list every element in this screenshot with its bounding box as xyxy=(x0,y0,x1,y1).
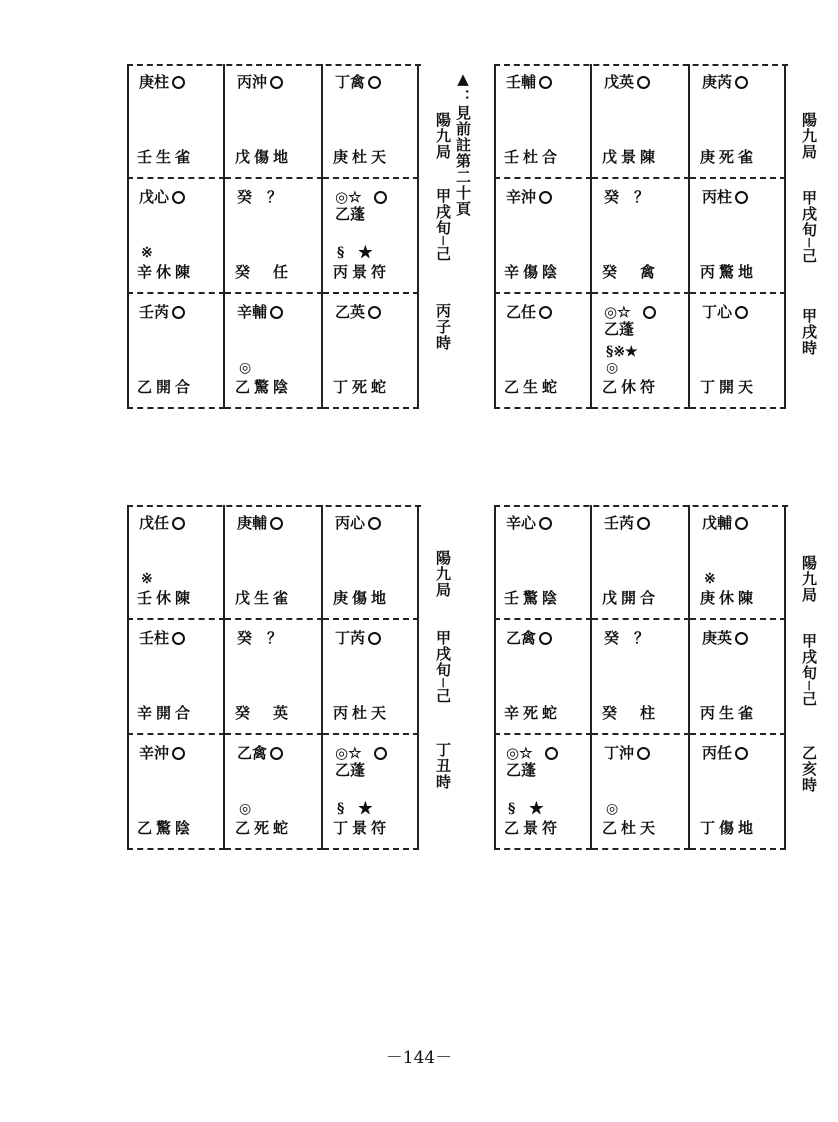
palace-bottom-text: 辛開合 xyxy=(137,704,195,722)
palace-top-text-2: 乙蓬 xyxy=(506,761,537,779)
chart-3-title: 陽九局 xyxy=(434,550,452,598)
palace-bottom-text: 癸 英 xyxy=(235,704,293,722)
palace-bottom-text: 戊生雀 xyxy=(235,589,293,607)
chart-2-xun: 甲戌旬─己 xyxy=(800,190,818,265)
palace-bottom-text: 丁死蛇 xyxy=(333,378,391,396)
circle-icon xyxy=(172,76,185,89)
circle-icon xyxy=(539,632,552,645)
palace-top-text: 乙英 xyxy=(335,304,381,321)
palace-bottom-text: 乙生蛇 xyxy=(504,378,562,396)
palace-cell xyxy=(127,505,225,620)
palace-cell xyxy=(592,179,690,294)
palace-bottom-text: 戊景陳 xyxy=(602,148,660,166)
palace-bottom-text: 庚傷地 xyxy=(333,589,391,607)
palace-top-text: ◎☆ xyxy=(335,744,362,762)
palace-cell xyxy=(690,620,786,735)
chart-1-title: 陽九局 xyxy=(434,112,452,160)
palace-top-text: ◎☆ xyxy=(604,303,631,321)
palace-cell xyxy=(323,735,419,850)
palace-bottom-text: 乙景符 xyxy=(504,819,562,837)
palace-bottom-text: 丙生雀 xyxy=(700,704,758,722)
palace-top-text: 庚芮 xyxy=(702,74,748,91)
palace-top-text: 乙任 xyxy=(506,304,552,321)
circle-icon xyxy=(539,517,552,530)
palace-mark: ◎ xyxy=(239,801,252,817)
palace-bottom-text: 庚死雀 xyxy=(700,148,758,166)
circle-icon xyxy=(368,632,381,645)
palace-top-text: 戊輔 xyxy=(702,515,748,532)
circle-icon xyxy=(270,306,283,319)
palace-top-text: 丁心 xyxy=(702,304,748,321)
palace-mark: § ★ xyxy=(337,801,373,817)
chart-4-hour: 乙亥時 xyxy=(800,745,818,793)
circle-icon xyxy=(735,632,748,645)
palace-top-text: 乙禽 xyxy=(237,745,283,762)
circle-icon xyxy=(368,306,381,319)
circle-icon xyxy=(368,517,381,530)
palace-top-text: 丙心 xyxy=(335,515,381,532)
circle-icon xyxy=(545,747,558,760)
palace-bottom-text: 戊開合 xyxy=(602,589,660,607)
palace-top-text: 壬輔 xyxy=(506,74,552,91)
palace-top-text-2: 乙蓬 xyxy=(604,320,635,338)
circle-icon xyxy=(539,76,552,89)
chart-1-xun: 甲戌旬─己 xyxy=(434,188,452,263)
palace-top-text: 壬柱 xyxy=(139,630,185,647)
palace-mark: ※ xyxy=(141,571,153,587)
chart-2-hour: 甲戌時 xyxy=(800,308,818,356)
palace-top-text: 丁禽 xyxy=(335,74,381,91)
palace-bottom-text: 丁傷地 xyxy=(700,819,758,837)
palace-bottom-text: 戊傷地 xyxy=(235,148,293,166)
palace-cell xyxy=(592,294,690,409)
palace-top-text-2: 乙蓬 xyxy=(335,205,366,223)
circle-icon xyxy=(735,747,748,760)
chart-4-xun: 甲戌旬─己 xyxy=(800,633,818,708)
circle-icon xyxy=(637,747,650,760)
palace-bottom-text: 乙驚陰 xyxy=(137,819,195,837)
palace-cell xyxy=(494,294,592,409)
palace-cell xyxy=(323,179,419,294)
palace-cell xyxy=(690,64,786,179)
palace-cell xyxy=(494,505,592,620)
palace-bottom-text: 丁開天 xyxy=(700,378,758,396)
palace-top-text: 癸 ？ xyxy=(237,629,283,647)
palace-top-text: 辛輔 xyxy=(237,304,283,321)
palace-cell xyxy=(225,294,323,409)
palace-bottom-text: 癸 任 xyxy=(235,263,293,281)
palace-bottom-text: 丁景符 xyxy=(333,819,391,837)
palace-top-text: 丙任 xyxy=(702,745,748,762)
palace-cell xyxy=(690,735,786,850)
palace-cell xyxy=(323,64,419,179)
palace-bottom-text: 壬休陳 xyxy=(137,589,195,607)
palace-top-text: 癸 ？ xyxy=(604,629,650,647)
chart-1-hour: 丙子時 xyxy=(434,303,452,351)
palace-bottom-text: 壬驚陰 xyxy=(504,589,562,607)
chart-4-title: 陽九局 xyxy=(800,555,818,603)
palace-cell xyxy=(225,505,323,620)
palace-bottom-text: 辛死蛇 xyxy=(504,704,562,722)
palace-cell xyxy=(494,179,592,294)
palace-top-text: 庚英 xyxy=(702,630,748,647)
palace-bottom-text: 丙杜天 xyxy=(333,704,391,722)
palace-mark: ◎ xyxy=(239,360,252,376)
circle-icon xyxy=(172,632,185,645)
palace-top-text: 辛沖 xyxy=(506,189,552,206)
palace-cell xyxy=(127,179,225,294)
palace-cell xyxy=(127,294,225,409)
palace-top-text: 丁沖 xyxy=(604,745,650,762)
circle-icon xyxy=(270,76,283,89)
palace-cell xyxy=(494,64,592,179)
circle-icon xyxy=(172,747,185,760)
palace-mark-2: §※★ xyxy=(606,344,638,360)
page-number: －144－ xyxy=(385,1048,453,1068)
palace-bottom-text: 壬生雀 xyxy=(137,148,195,166)
palace-cell xyxy=(494,620,592,735)
palace-top-text: 壬芮 xyxy=(139,304,185,321)
palace-top-text: 壬芮 xyxy=(604,515,650,532)
palace-mark: § ★ xyxy=(337,245,373,261)
palace-bottom-text: 庚休陳 xyxy=(700,589,758,607)
circle-icon xyxy=(735,517,748,530)
palace-top-text: 辛心 xyxy=(506,515,552,532)
palace-top-text: 庚輔 xyxy=(237,515,283,532)
palace-mark: ◎ xyxy=(606,360,619,376)
chart-1-note: ▲：見前註第二十頁 xyxy=(454,70,472,217)
palace-bottom-text: 乙驚陰 xyxy=(235,378,293,396)
palace-bottom-text: 乙休符 xyxy=(602,378,660,396)
circle-icon xyxy=(735,191,748,204)
palace-bottom-text: 癸 柱 xyxy=(602,704,660,722)
palace-cell xyxy=(592,620,690,735)
palace-bottom-text: 乙開合 xyxy=(137,378,195,396)
palace-top-text: 戊任 xyxy=(139,515,185,532)
palace-bottom-text: 辛休陳 xyxy=(137,263,195,281)
palace-bottom-text: 丙景符 xyxy=(333,263,391,281)
palace-top-text: ◎☆ xyxy=(506,744,533,762)
circle-icon xyxy=(637,517,650,530)
palace-bottom-text: 乙死蛇 xyxy=(235,819,293,837)
palace-top-text: 戊心 xyxy=(139,189,185,206)
palace-mark: § ★ xyxy=(508,801,544,817)
palace-bottom-text: 癸 禽 xyxy=(602,263,660,281)
circle-icon xyxy=(374,747,387,760)
palace-mark: ※ xyxy=(704,571,716,587)
palace-cell xyxy=(127,735,225,850)
palace-cell xyxy=(690,294,786,409)
circle-icon xyxy=(270,517,283,530)
palace-cell xyxy=(225,620,323,735)
circle-icon xyxy=(172,517,185,530)
palace-bottom-text: 辛傷陰 xyxy=(504,263,562,281)
palace-cell xyxy=(225,179,323,294)
palace-cell xyxy=(592,64,690,179)
palace-cell xyxy=(225,735,323,850)
palace-mark: ※ xyxy=(141,245,153,261)
palace-top-text: 乙禽 xyxy=(506,630,552,647)
palace-top-text: ◎☆ xyxy=(335,188,362,206)
palace-cell xyxy=(592,735,690,850)
palace-cell xyxy=(225,64,323,179)
palace-top-text: 丙柱 xyxy=(702,189,748,206)
circle-icon xyxy=(368,76,381,89)
circle-icon xyxy=(172,306,185,319)
palace-top-text-2: 乙蓬 xyxy=(335,761,366,779)
circle-icon xyxy=(735,76,748,89)
palace-cell xyxy=(127,64,225,179)
palace-top-text: 辛沖 xyxy=(139,745,185,762)
circle-icon xyxy=(539,191,552,204)
palace-top-text: 丙沖 xyxy=(237,74,283,91)
palace-bottom-text: 庚杜天 xyxy=(333,148,391,166)
palace-top-text: 癸 ？ xyxy=(604,188,650,206)
palace-cell xyxy=(127,620,225,735)
circle-icon xyxy=(735,306,748,319)
circle-icon xyxy=(172,191,185,204)
palace-cell xyxy=(690,505,786,620)
palace-cell xyxy=(690,179,786,294)
palace-cell xyxy=(323,620,419,735)
palace-cell xyxy=(494,735,592,850)
palace-bottom-text: 乙杜天 xyxy=(602,819,660,837)
circle-icon xyxy=(637,76,650,89)
chart-2-title: 陽九局 xyxy=(800,112,818,160)
chart-3-xun: 甲戌旬─己 xyxy=(434,630,452,705)
palace-top-text: 戊英 xyxy=(604,74,650,91)
palace-bottom-text: 丙驚地 xyxy=(700,263,758,281)
circle-icon xyxy=(539,306,552,319)
palace-cell xyxy=(323,294,419,409)
palace-bottom-text: 壬杜合 xyxy=(504,148,562,166)
chart-3-hour: 丁丑時 xyxy=(434,742,452,790)
palace-top-text: 丁芮 xyxy=(335,630,381,647)
palace-top-text: 庚柱 xyxy=(139,74,185,91)
circle-icon xyxy=(643,306,656,319)
circle-icon xyxy=(270,747,283,760)
palace-mark: ◎ xyxy=(606,801,619,817)
palace-cell xyxy=(592,505,690,620)
palace-top-text: 癸 ？ xyxy=(237,188,283,206)
palace-cell xyxy=(323,505,419,620)
circle-icon xyxy=(374,191,387,204)
